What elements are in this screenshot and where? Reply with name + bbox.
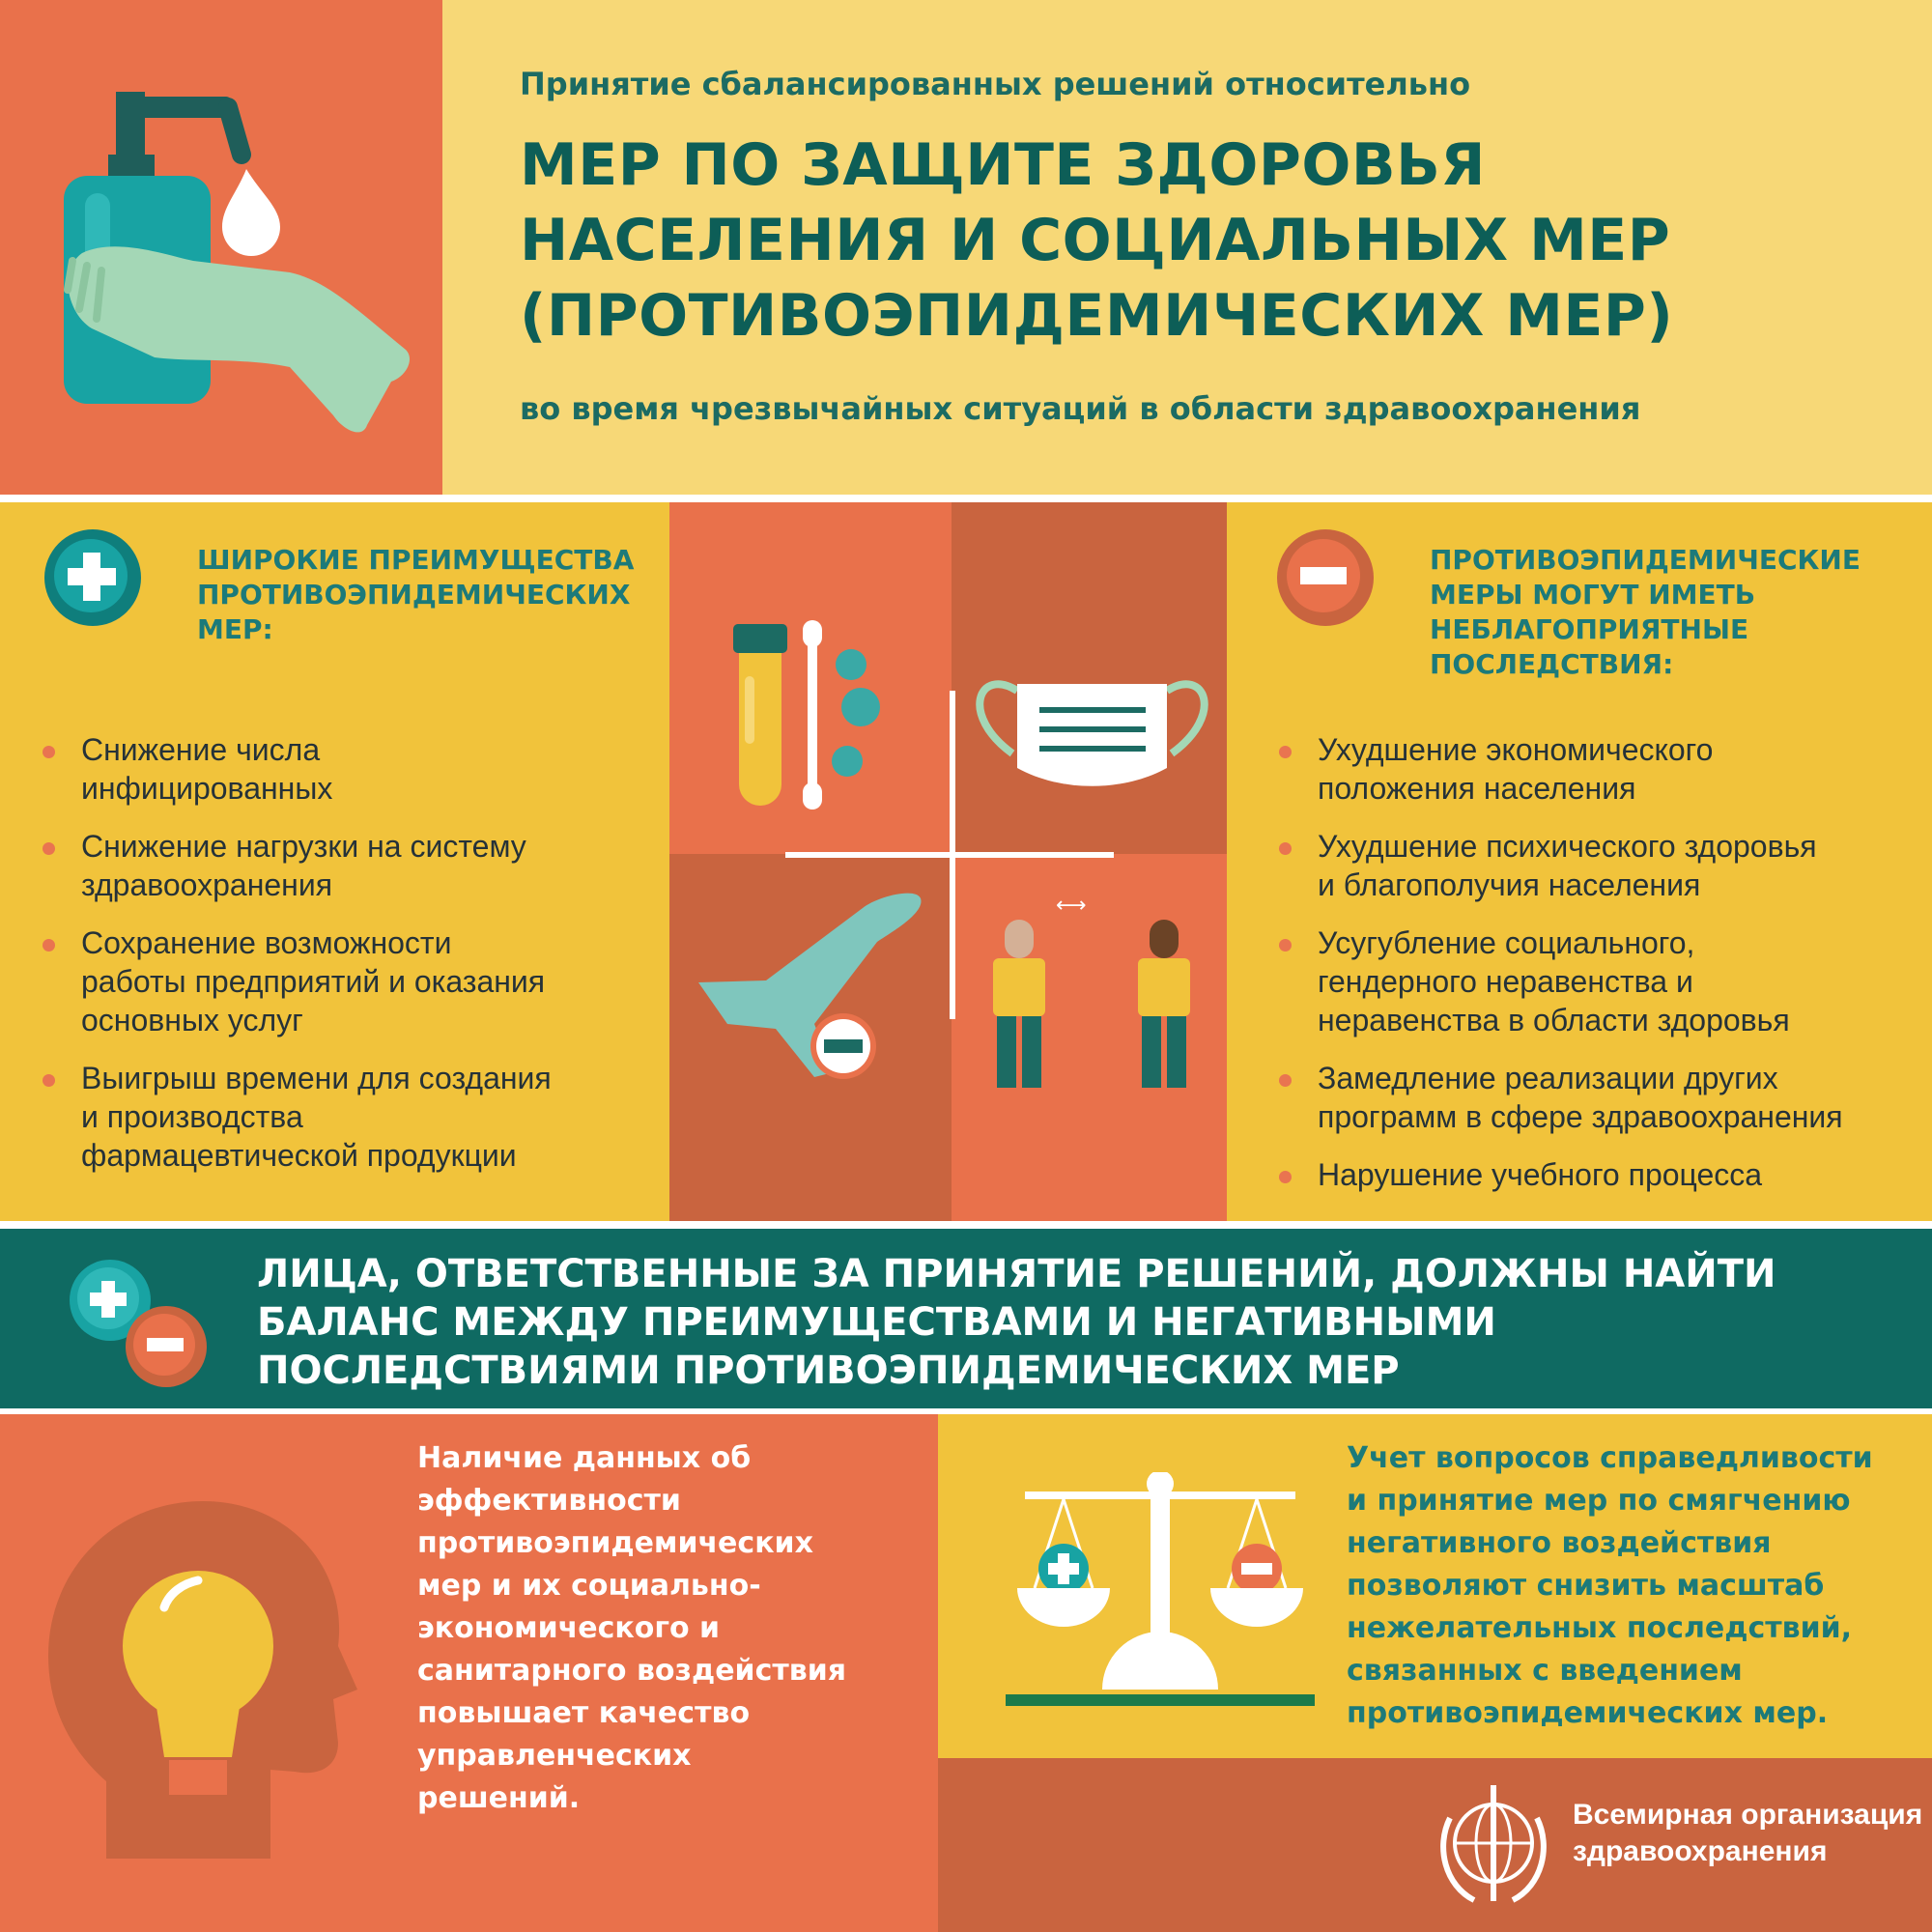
minus-circle-icon (1277, 529, 1374, 626)
list-item: Замедление реализации других программ в сфере здравоохранения (1279, 1059, 1926, 1136)
who-logo-text: Всемирная организация здравоохранения (1573, 1799, 1923, 1867)
bullet-dot (43, 842, 55, 855)
measures-illustration (669, 502, 1227, 1221)
evidence-text: Наличие данных об эффективности противоэпидемических мер и их социально- экономического и санитарного воздействия повышает качество управленческих решений. (417, 1441, 847, 1815)
decision-makers-text: ЛИЦА, ОТВЕТСТВЕННЫЕ ЗА ПРИНЯТИЕ РЕШЕНИЙ, ДОЛЖНЫ НАЙТИ БАЛАНС МЕЖДУ ПРЕИМУЩЕСТВАМИ И НЕГАТИВНЫМИ ПОСЛЕДСТВИЯМИ ПРОТИВОЭПИДЕМИЧЕСКИХ МЕР (257, 1252, 1776, 1393)
bullet-dot (1279, 746, 1292, 758)
bullet-dot (1279, 939, 1292, 952)
benefits-panel (0, 502, 669, 1221)
bullet-dot (43, 746, 55, 758)
bullet-dot (1279, 1074, 1292, 1087)
bullet-dot (1279, 842, 1292, 855)
svg-text:⟷: ⟷ (1056, 894, 1087, 918)
equity-text: Учет вопросов справедливости и принятие мер по смягчению негативного воздействия позволяют снизить масштаб нежелательных последствий, связанных с введением противоэпидемических мер. (1347, 1441, 1873, 1730)
list-item: Сохранение возможности работы предприятий и оказания основных услуг (43, 923, 641, 1039)
list-item: Выигрыш времени для создания и производства фармацевтической продукции (43, 1059, 641, 1175)
header-pretitle: Принятие сбалансированных решений относительно (520, 66, 1471, 102)
harms-panel (1227, 502, 1932, 1221)
bullet-dot (43, 1074, 55, 1087)
measures-illustration-panel (669, 502, 1227, 1221)
list-item: Снижение числа инфицированных (43, 730, 641, 808)
page-title: МЕР ПО ЗАЩИТЕ ЗДОРОВЬЯ НАСЕЛЕНИЯ И СОЦИАЛЬНЫХ МЕР (ПРОТИВОЭПИДЕМИЧЕСКИХ МЕР) (520, 131, 1674, 350)
list-item: Ухудшение психического здоровья и благополучия населения (1279, 827, 1926, 904)
header-subtitle: во время чрезвычайных ситуаций в области здравоохранения (520, 390, 1641, 427)
header-illustration-panel (0, 0, 442, 495)
benefits-list (43, 730, 641, 1194)
benefits-title: ШИРОКИЕ ПРЕИМУЩЕСТВА ПРОТИВОЭПИДЕМИЧЕСКИХ МЕР: (197, 544, 635, 645)
plus-circle-icon (44, 529, 141, 626)
list-item: Ухудшение экономического положения населения (1279, 730, 1926, 808)
who-emblem-icon (1431, 1779, 1556, 1915)
bullet-dot (1279, 1171, 1292, 1183)
harms-title: ПРОТИВОЭПИДЕМИЧЕСКИЕ МЕРЫ МОГУТ ИМЕТЬ НЕБЛАГОПРИЯТНЫЕ ПОСЛЕДСТВИЯ: (1430, 544, 1861, 680)
bullet-dot (43, 939, 55, 952)
balance-scale-icon (996, 1472, 1324, 1723)
plus-minus-icon (66, 1256, 211, 1391)
hand-sanitizer-icon (0, 0, 442, 495)
head-lightbulb-icon (48, 1501, 357, 1859)
list-item: Снижение нагрузки на систему здравоохранения (43, 827, 641, 904)
list-item: Нарушение учебного процесса (1279, 1155, 1926, 1194)
harms-list (1279, 730, 1926, 1213)
list-item: Усугубление социального, гендерного неравенства и неравенства в области здоровья (1279, 923, 1926, 1039)
